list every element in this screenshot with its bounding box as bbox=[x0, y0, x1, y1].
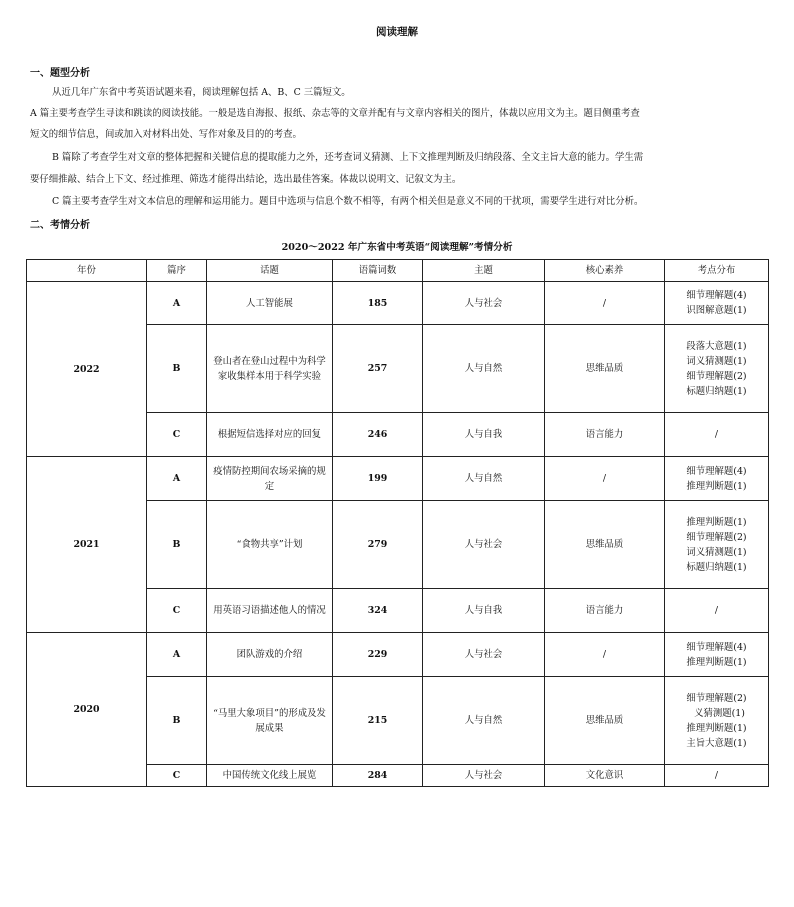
topic-cell: 根据短信选择对应的回复 bbox=[207, 413, 333, 457]
theme-cell: 人与自然 bbox=[423, 457, 545, 501]
points-cell bbox=[665, 589, 769, 633]
word-count-cell: 279 bbox=[333, 501, 423, 589]
theme-cell: 人与自我 bbox=[423, 589, 545, 633]
point-item: 义猜测题(1) bbox=[694, 707, 745, 719]
topic-cell: 团队游戏的介绍 bbox=[207, 633, 333, 677]
point-item: / bbox=[714, 429, 719, 440]
point-item: 细节理解题(4) bbox=[686, 290, 747, 301]
word-count-cell: 257 bbox=[333, 325, 423, 413]
section-cell: B bbox=[147, 501, 207, 589]
topic-cell: 登山者在登山过程中为科学家收集样本用于科学实验 bbox=[207, 325, 333, 413]
section-cell: B bbox=[147, 325, 207, 413]
section-cell: A bbox=[147, 457, 207, 501]
word-count-cell: 324 bbox=[333, 589, 423, 633]
topic-cell: 用英语习语描述他人的情况 bbox=[207, 589, 333, 633]
points-cell bbox=[665, 282, 769, 325]
word-count-cell: 199 bbox=[333, 457, 423, 501]
header-literacy: 核心素养 bbox=[545, 260, 665, 282]
point-item: 标题归纳题(1) bbox=[686, 561, 747, 573]
section-heading-analysis: 一、题型分析 bbox=[30, 68, 90, 79]
point-item: 主旨大意题(1) bbox=[686, 737, 747, 749]
points-cell bbox=[665, 765, 769, 787]
literacy-cell: / bbox=[545, 282, 665, 325]
literacy-cell: 思维品质 bbox=[545, 325, 665, 413]
intro-paragraph: 从近几年广东省中考英语试题来看，阅读理解包括 A、B、C 三篇短文。 bbox=[52, 87, 351, 98]
theme-cell: 人与社会 bbox=[423, 765, 545, 787]
theme-cell: 人与社会 bbox=[423, 282, 545, 325]
points-cell bbox=[665, 633, 769, 677]
table-caption: 2020～2022 年广东省中考英语“阅读理解”考情分析 bbox=[281, 242, 513, 253]
point-item: 推理判断题(1) bbox=[686, 516, 747, 528]
section-cell: C bbox=[147, 413, 207, 457]
word-count-cell: 215 bbox=[333, 677, 423, 765]
topic-cell: “食物共享”计划 bbox=[207, 501, 333, 589]
header-points: 考点分布 bbox=[665, 260, 769, 282]
topic-cell: 疫情防控期间农场采摘的规定 bbox=[207, 457, 333, 501]
section-cell: C bbox=[147, 765, 207, 787]
word-count-cell: 284 bbox=[333, 765, 423, 787]
point-item: 词义猜测题(1) bbox=[686, 546, 747, 558]
theme-cell: 人与自然 bbox=[423, 677, 545, 765]
word-count-cell: 185 bbox=[333, 282, 423, 325]
year-cell: 2020 bbox=[27, 633, 147, 787]
word-count-cell: 246 bbox=[333, 413, 423, 457]
table-row bbox=[27, 282, 769, 325]
literacy-cell: 思维品质 bbox=[545, 501, 665, 589]
point-item: 推理判断题(1) bbox=[686, 480, 747, 492]
paragraph-a-line2: 短文的细节信息，间或加入对材料出处、写作对象及目的的考查。 bbox=[30, 129, 302, 140]
topic-cell: 中国传统文化线上展览 bbox=[207, 765, 333, 787]
points-cell bbox=[665, 413, 769, 457]
point-item: 细节理解题(2) bbox=[686, 531, 747, 543]
literacy-cell: / bbox=[545, 457, 665, 501]
header-words: 语篇词数 bbox=[333, 260, 423, 282]
section-cell: A bbox=[147, 282, 207, 325]
literacy-cell: 语言能力 bbox=[545, 413, 665, 457]
header-year: 年份 bbox=[27, 260, 147, 282]
year-cell: 2022 bbox=[27, 282, 147, 457]
literacy-cell: / bbox=[545, 633, 665, 677]
point-item: 识图解意题(1) bbox=[686, 305, 747, 316]
paragraph-c-line1: C 篇主要考查学生对文本信息的理解和运用能力。题目中选项与信息个数不相等，有两个相关但是意义不同的干扰项，需要学生进行对比分析。 bbox=[52, 196, 644, 207]
page-title: 阅读理解 bbox=[376, 26, 418, 38]
point-item: 推理判断题(1) bbox=[686, 722, 747, 734]
topic-cell: 人工智能展 bbox=[207, 282, 333, 325]
topic-cell: “马里大象项目”的形成及发展成果 bbox=[207, 677, 333, 765]
point-item: 标题归纳题(1) bbox=[686, 385, 747, 397]
section-cell: A bbox=[147, 633, 207, 677]
paragraph-b-line2: 要仔细推敲、结合上下文、经过推理、筛选才能得出结论，选出最佳答案。体裁以说明文、记叙文为主。 bbox=[30, 174, 462, 185]
year-cell: 2021 bbox=[27, 457, 147, 633]
word-count-cell: 229 bbox=[333, 633, 423, 677]
literacy-cell: 语言能力 bbox=[545, 589, 665, 633]
header-topic: 话题 bbox=[207, 260, 333, 282]
point-item: 细节理解题(4) bbox=[686, 465, 747, 477]
theme-cell: 人与自我 bbox=[423, 413, 545, 457]
table-header-row bbox=[27, 260, 769, 282]
point-item: / bbox=[714, 605, 719, 616]
header-theme: 主题 bbox=[423, 260, 545, 282]
points-cell bbox=[665, 677, 769, 765]
section-cell: C bbox=[147, 589, 207, 633]
point-item: / bbox=[714, 770, 719, 781]
paragraph-b-line1: B 篇除了考查学生对文章的整体把握和关键信息的提取能力之外，还考查词义猜测、上下文推理判断及归纳段落、全文主旨大意的能力。学生需 bbox=[52, 152, 644, 163]
literacy-cell: 思维品质 bbox=[545, 677, 665, 765]
theme-cell: 人与自然 bbox=[423, 325, 545, 413]
section-heading-exam: 二、考情分析 bbox=[30, 220, 90, 231]
point-item: 段落大意题(1) bbox=[686, 340, 747, 352]
point-item: 细节理解题(4) bbox=[686, 641, 747, 653]
points-cell bbox=[665, 325, 769, 413]
points-cell bbox=[665, 501, 769, 589]
theme-cell: 人与社会 bbox=[423, 633, 545, 677]
point-item: 细节理解题(2) bbox=[686, 370, 747, 382]
point-item: 推理判断题(1) bbox=[686, 656, 747, 668]
exam-analysis-table bbox=[26, 259, 769, 787]
table-row bbox=[27, 633, 769, 677]
point-item: 词义猜测题(1) bbox=[686, 355, 747, 367]
paragraph-a-line1: A 篇主要考查学生寻读和跳读的阅读技能。一般是选自海报、报纸、杂志等的文章并配有与文章内容相关的图片，体裁以应用文为主。题目侧重考查 bbox=[30, 108, 640, 119]
points-cell bbox=[665, 457, 769, 501]
header-section: 篇序 bbox=[147, 260, 207, 282]
section-cell: B bbox=[147, 677, 207, 765]
theme-cell: 人与社会 bbox=[423, 501, 545, 589]
literacy-cell: 文化意识 bbox=[545, 765, 665, 787]
point-item: 细节理解题(2) bbox=[686, 692, 747, 704]
table-row bbox=[27, 457, 769, 501]
